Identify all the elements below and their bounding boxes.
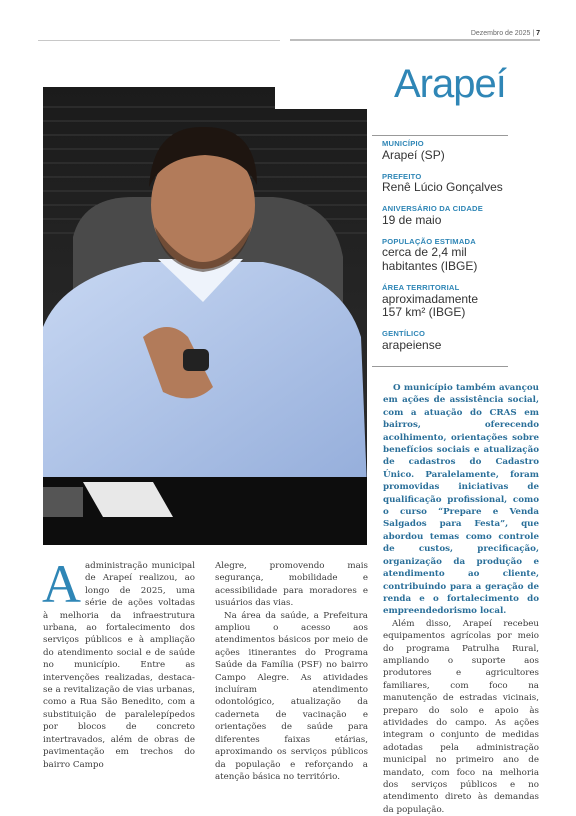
article-paragraph: Além disso, Arapeí recebeu equipamentos agrícolas por meio do programa Patrulha Rural, ampliando o suporte aos produtores e agricultores familiares, com foco na manutenção de estradas vicinais, preparo do solo e apoio às atividades do campo. As ações integram o conjunto de medidas adotadas pela administração municipal no primeiro ano de mandato, com foco na melhoria dos serviços públicos e no atendimento direto às demandas da população. bbox=[383, 618, 539, 815]
fact-municipio bbox=[382, 140, 532, 163]
fact-prefeito bbox=[382, 173, 532, 196]
fact-value: aproximadamente 157 km² (IBGE) bbox=[382, 291, 479, 320]
page-header bbox=[471, 30, 540, 37]
header-rule-right bbox=[290, 39, 540, 41]
article-paragraph: administração municipal de Arapeí realizou, ao longo de 2025, uma série de ações voltadas à melhoria da infraestrutura urbana, ao fortalecimento dos serviços públicos e à ampliação do atendimento social e de saúde no município. Entre as intervenções realizadas, destaca-se a revitalização de vias urbanas, como a Rua São Benedito, com a substituição de paralelepípedos por blocos de concreto intertravados, além de obras de pavimentação em trechos do bairro Campo bbox=[43, 561, 195, 770]
fact-value: Renê Lúcio Gonçalves bbox=[382, 180, 503, 195]
title-divider bbox=[372, 135, 508, 136]
header-rule-left bbox=[38, 40, 280, 41]
fact-value: Arapeí (SP) bbox=[382, 147, 445, 162]
fact-value: 19 de maio bbox=[382, 212, 442, 227]
page-title: Arapeí bbox=[394, 62, 506, 106]
article-paragraph: Alegre, promovendo mais segurança, mobilidade e acessibilidade para moradores e usuários das vias. bbox=[215, 561, 368, 609]
fact-aniversario bbox=[382, 205, 532, 228]
article-paragraph: Na área da saúde, a Prefeitura ampliou o acesso aos atendimentos básicos por meio de ações itinerantes do Programa Saúde da Família (PSF) no bairro Campo Alegre. As atividades incluíram atendimento odontológico, atualização da caderneta de vacinação e orientações de saúde para diferentes faixas etárias, aproximando os serviços públicos da população e reforçando a atenção básica no território. bbox=[215, 610, 368, 782]
highlighted-paragraph: O município também avançou em ações de assistência social, com a atuação do CRAS em bairros, oferecendo acolhimento, orientações sobre benefícios sociais e atualização de cadastros do Cadastro Único. Paralelamente, foram promovidas iniciativas de qualificação profissional, como o curso “Prepare e Venda Salgados para Festa”, que abordou temas como controle de custos, precificação, organização da produção e atendimento ao cliente, contribuindo para a geração de renda e o fortalecimento do empreendedorismo local. bbox=[383, 383, 539, 617]
fact-label: MUNICÍPIO bbox=[382, 139, 424, 148]
fact-populacao bbox=[382, 238, 532, 274]
mayor-photo bbox=[43, 87, 367, 545]
header-separator: | bbox=[532, 30, 535, 37]
fact-value: cerca de 2,4 mil habitantes (IBGE) bbox=[382, 245, 478, 274]
drop-cap: A bbox=[42, 554, 81, 614]
page-number: 7 bbox=[536, 30, 540, 37]
fact-label: ÁREA TERRITORIAL bbox=[382, 282, 460, 292]
fact-label: POPULAÇÃO ESTIMADA bbox=[382, 236, 476, 246]
fact-label: GENTÍLICO bbox=[382, 329, 426, 339]
facts-divider bbox=[372, 366, 508, 367]
city-facts-box bbox=[382, 140, 532, 363]
fact-label: PREFEITO bbox=[382, 171, 422, 181]
fact-label: ANIVERSÁRIO DA CIDADE bbox=[382, 204, 483, 214]
article-column-3 bbox=[383, 382, 539, 816]
fact-gentilico bbox=[382, 330, 532, 353]
issue-date: Dezembro de 2025 bbox=[470, 30, 531, 37]
article-column-2 bbox=[215, 560, 368, 783]
fact-area bbox=[382, 284, 532, 320]
fact-value: arapeiense bbox=[382, 337, 442, 352]
article-column-1 bbox=[42, 554, 195, 771]
